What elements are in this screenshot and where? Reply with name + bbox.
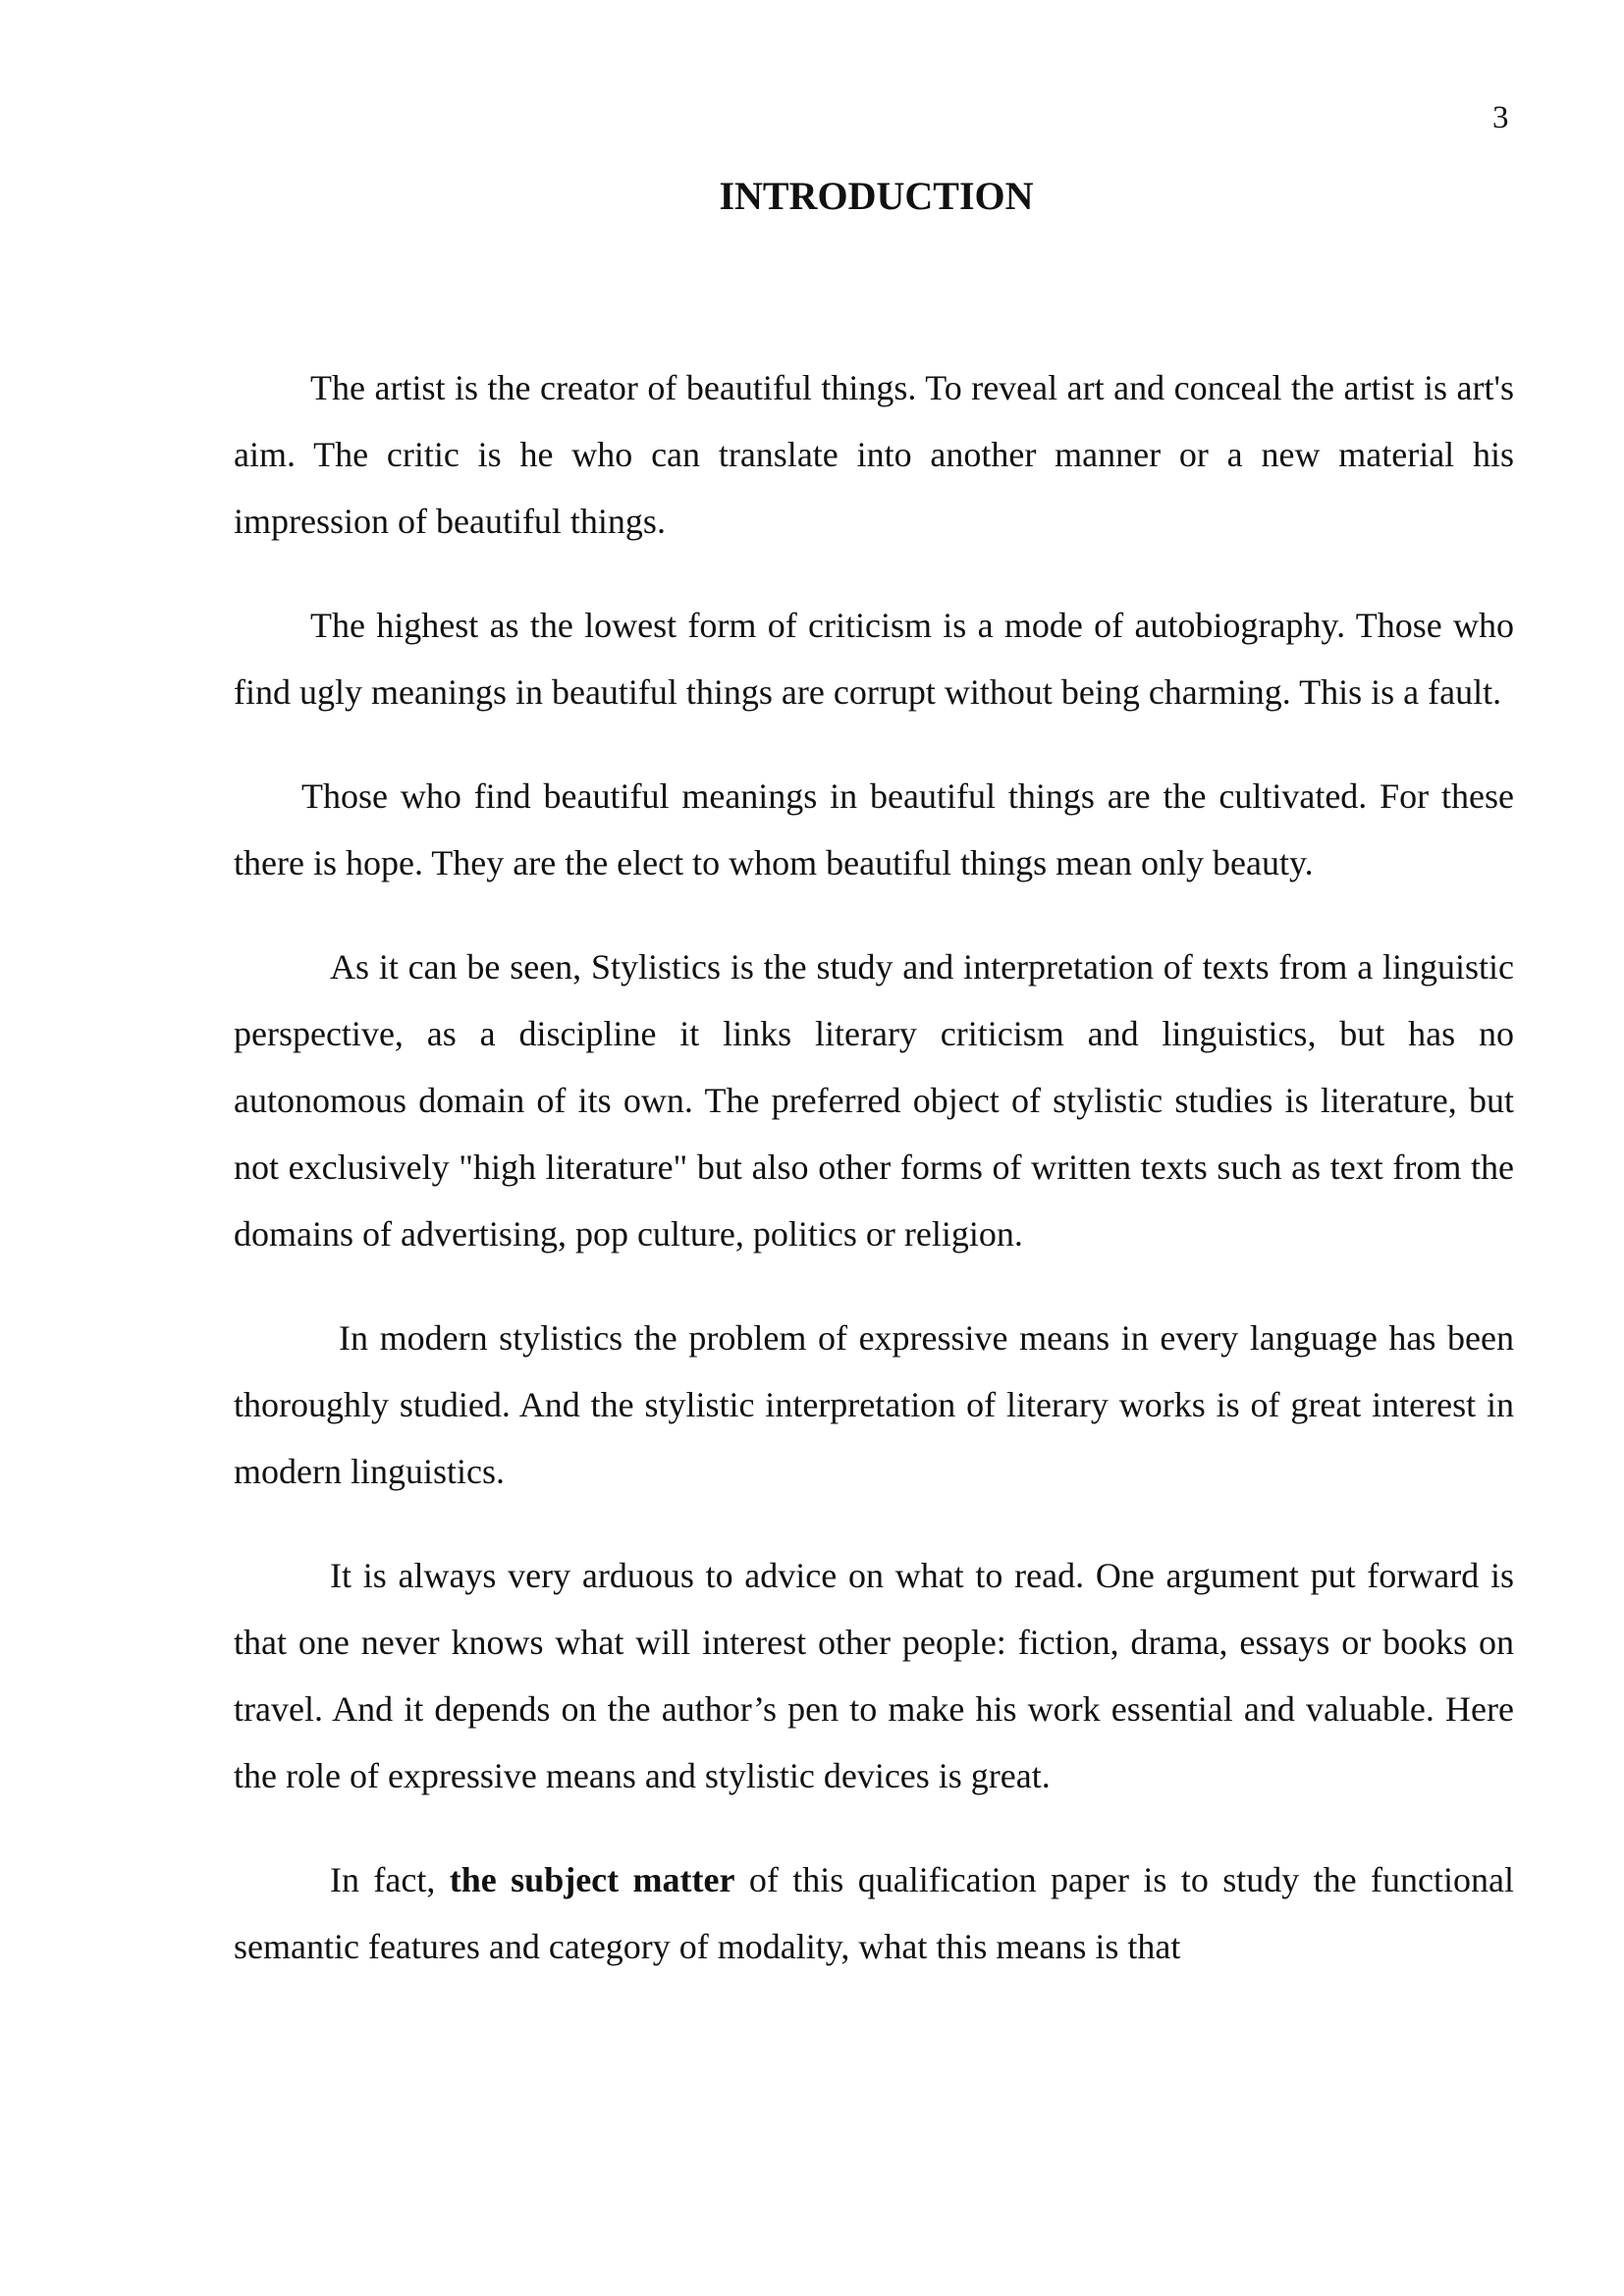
subject-matter-bold: the subject matter — [449, 1860, 735, 1899]
subject-matter-lead: In fact, — [330, 1860, 450, 1899]
paragraph-beautiful-meanings: Those who find beautiful meanings in beautiful things are the cultivated. For these there is hope. They are the elect to whom beautiful things mean only beauty. — [234, 776, 1514, 882]
paragraph-what-to-read: It is always very arduous to advice on what to read. One argument put forward is that one never knows what will interest other people: fiction, drama, essays or books on travel. And it depends on the author’s pen to make his work essential and valuable. Here the role of expressive means and stylistic devices is great. — [234, 1556, 1514, 1795]
paragraph-stylistics-definition: As it can be seen, Stylistics is the study and interpretation of texts from a linguistic perspective, as a discipline it links literary criticism and linguistics, but has no autonomous domain of its own. The preferred object of stylistic studies is literature, but not exclusively "high literature" but also other forms of written texts such as text from the domains of advertising, pop culture, politics or religion. — [234, 947, 1514, 1254]
paragraph-criticism: The highest as the lowest form of criticism is a mode of autobiography. Those who find ugly meanings in beautiful things are corrupt without being charming. This is a fault. — [234, 606, 1514, 712]
page-title: INTRODUCTION — [719, 174, 1034, 218]
subject-matter-rest: of this qualification paper is to study the functional semantic features and category of modality, what this means is that — [234, 1860, 1515, 1966]
paragraph-subject-matter — [234, 1846, 1514, 1980]
paragraph-modern-stylistics: In modern stylistics the problem of expressive means in every language has been thoroughly studied. And the stylistic interpretation of literary works is of great interest in modern linguistics. — [234, 1318, 1514, 1491]
page-number: 3 — [1492, 100, 1509, 135]
body-text — [234, 354, 1514, 2017]
paragraph-artist: The artist is the creator of beautiful things. To reveal art and conceal the artist is art's aim. The critic is he who can translate into another manner or a new material his impression of beautiful things. — [234, 368, 1514, 541]
